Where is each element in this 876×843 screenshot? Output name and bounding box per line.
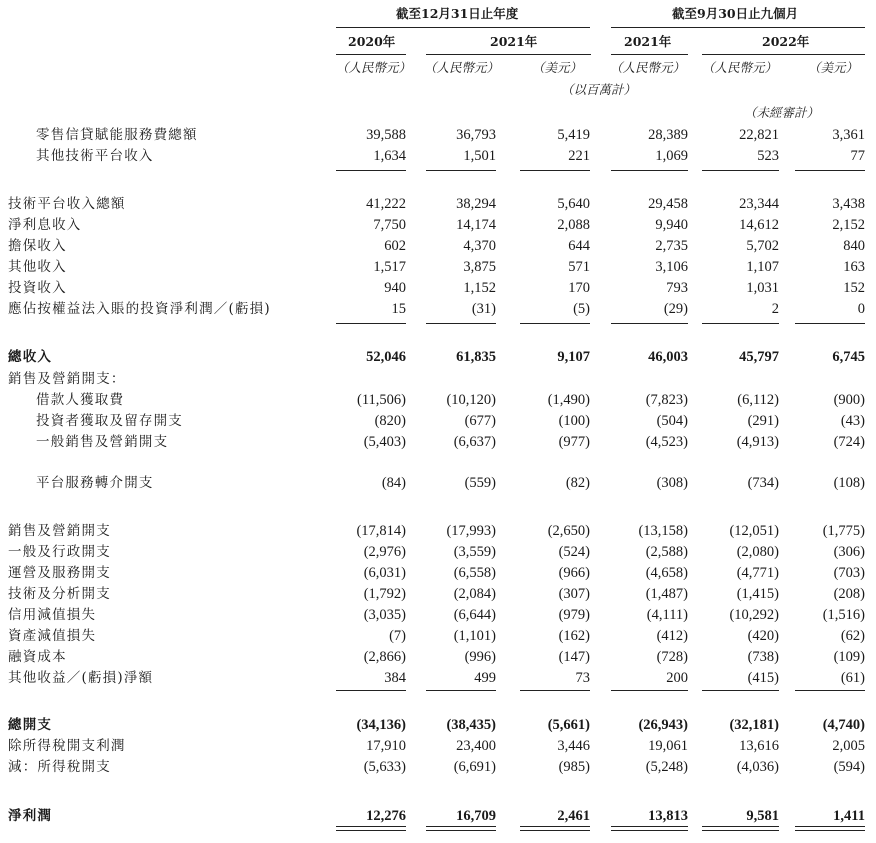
cell-value: (4,523) — [645, 434, 688, 450]
cell-value: (1,516) — [822, 607, 865, 623]
cell-value: (84) — [381, 475, 406, 491]
cell-value: (26,943) — [638, 717, 688, 733]
cell-value: 2 — [771, 301, 779, 317]
cell-value: (306) — [833, 544, 865, 560]
net-profit-double-rule — [426, 826, 496, 827]
group2-title: 截至9月30日止九個月 — [672, 6, 799, 21]
unit-header-1: （人民幣元） — [336, 60, 412, 75]
cell-value: 19,061 — [648, 738, 688, 754]
cell-value: (420) — [747, 628, 779, 644]
total-expense-rule — [426, 690, 496, 691]
cell-value: (34,136) — [356, 717, 406, 733]
cell-value: 2,088 — [557, 217, 590, 233]
cell-value: (7,823) — [645, 392, 688, 408]
cell-value: (162) — [558, 628, 590, 644]
cell-value: 73 — [575, 670, 590, 686]
cell-value: (985) — [558, 759, 590, 775]
cell-value: 23,344 — [739, 196, 779, 212]
cell-value: (504) — [656, 413, 688, 429]
net-profit-double-rule — [520, 826, 590, 827]
row-label: 總開支 — [8, 717, 53, 733]
net-profit-double-rule — [426, 830, 496, 831]
unit-header-2: （人民幣元） — [424, 60, 500, 75]
cell-value: 152 — [843, 280, 865, 296]
row-label: 其他技術平台收入 — [36, 148, 154, 164]
subtotal-rule — [702, 170, 779, 171]
cell-value: 523 — [757, 148, 779, 164]
cell-value: 4,370 — [463, 238, 496, 254]
cell-value: (82) — [565, 475, 590, 491]
cell-value: 39,588 — [366, 127, 406, 143]
cell-value: 29,458 — [648, 196, 688, 212]
total-revenue-rule — [795, 323, 865, 324]
total-expense-rule — [611, 690, 688, 691]
cell-value: 793 — [666, 280, 688, 296]
cell-value: (11,506) — [357, 392, 406, 408]
row-label: 融資成本 — [8, 649, 67, 665]
cell-value: (5,403) — [363, 434, 406, 450]
cell-value: 3,438 — [832, 196, 865, 212]
cell-value: (6,637) — [453, 434, 496, 450]
year-header-2021-annual: 2021年 — [490, 34, 538, 49]
cell-value: (977) — [558, 434, 590, 450]
cell-value: (307) — [558, 586, 590, 602]
total-expense-rule — [336, 690, 406, 691]
cell-value: (29) — [663, 301, 688, 317]
cell-value: (5,248) — [645, 759, 688, 775]
net-profit-double-rule — [336, 830, 406, 831]
cell-value: (1,775) — [822, 523, 865, 539]
cell-value: 5,640 — [557, 196, 590, 212]
cell-value: 14,174 — [456, 217, 496, 233]
row-label: 減：所得稅開支 — [8, 759, 111, 775]
cell-value: (5) — [573, 301, 590, 317]
cell-value: (2,080) — [736, 544, 779, 560]
row-label: 技術平台收入總額 — [8, 196, 126, 212]
row-label: 投資者獲取及留存開支 — [36, 413, 183, 429]
group1-rule — [336, 27, 590, 28]
total-revenue-rule — [520, 323, 590, 324]
cell-value: (4,036) — [736, 759, 779, 775]
row-label: 資產減值損失 — [8, 628, 97, 644]
row-label: 除所得稅開支利潤 — [8, 738, 126, 754]
year-rule-2020 — [336, 54, 406, 55]
cell-value: (2,588) — [645, 544, 688, 560]
cell-value: (100) — [558, 413, 590, 429]
cell-value: (31) — [471, 301, 496, 317]
cell-value: 1,517 — [373, 259, 406, 275]
year-rule-2021-annual — [426, 54, 591, 55]
unaudited-note: （未經審計） — [744, 105, 820, 120]
cell-value: (979) — [558, 607, 590, 623]
row-label: 擔保收入 — [8, 238, 67, 254]
subtotal-rule — [795, 170, 865, 171]
row-label: 借款人獲取費 — [36, 392, 125, 408]
cell-value: (147) — [558, 649, 590, 665]
cell-value: (32,181) — [729, 717, 779, 733]
cell-value: (415) — [747, 670, 779, 686]
cell-value: (4,658) — [645, 565, 688, 581]
cell-value: 840 — [843, 238, 865, 254]
net-profit-double-rule — [795, 826, 865, 827]
cell-value: (108) — [833, 475, 865, 491]
cell-value: 5,419 — [557, 127, 590, 143]
cell-value: (1,487) — [645, 586, 688, 602]
cell-value: 1,501 — [463, 148, 496, 164]
cell-value: 1,152 — [463, 280, 496, 296]
cell-value: (2,866) — [363, 649, 406, 665]
cell-value: 200 — [666, 670, 688, 686]
subtotal-rule — [426, 170, 496, 171]
cell-value: 46,003 — [648, 349, 688, 365]
net-profit-double-rule — [702, 830, 779, 831]
cell-value: 38,294 — [456, 196, 496, 212]
cell-value: (1,101) — [453, 628, 496, 644]
cell-value: 3,875 — [463, 259, 496, 275]
cell-value: 170 — [568, 280, 590, 296]
cell-value: 1,031 — [746, 280, 779, 296]
total-expense-rule — [795, 690, 865, 691]
cell-value: (4,913) — [736, 434, 779, 450]
cell-value: (412) — [656, 628, 688, 644]
cell-value: (62) — [840, 628, 865, 644]
cell-value: (2,650) — [547, 523, 590, 539]
net-profit-double-rule — [795, 830, 865, 831]
row-label: 淨利潤 — [8, 808, 53, 824]
year-header-2022: 2022年 — [762, 34, 810, 49]
cell-value: (38,435) — [446, 717, 496, 733]
row-label: 運營及服務開支 — [8, 565, 111, 581]
cell-value: 0 — [857, 301, 865, 317]
total-revenue-rule — [611, 323, 688, 324]
row-label: 其他收益／(虧損)淨額 — [8, 670, 154, 686]
cell-value: 2,735 — [655, 238, 688, 254]
cell-value: (677) — [464, 413, 496, 429]
cell-value: 45,797 — [739, 349, 779, 365]
cell-value: 16,709 — [456, 808, 496, 824]
row-label: 平台服務轉介開支 — [36, 475, 154, 491]
cell-value: (6,558) — [453, 565, 496, 581]
group2-rule — [611, 27, 865, 28]
cell-value: 1,069 — [655, 148, 688, 164]
row-label: 零售信貸賦能服務費總額 — [36, 127, 198, 143]
cell-value: (1,490) — [547, 392, 590, 408]
cell-value: 28,389 — [648, 127, 688, 143]
cell-value: (1,415) — [736, 586, 779, 602]
cell-value: 13,616 — [739, 738, 779, 754]
cell-value: 17,910 — [366, 738, 406, 754]
cell-value: (10,120) — [446, 392, 496, 408]
cell-value: 384 — [384, 670, 406, 686]
cell-value: 7,750 — [373, 217, 406, 233]
cell-value: (7) — [389, 628, 406, 644]
cell-value: (5,661) — [547, 717, 590, 733]
cell-value: 3,446 — [557, 738, 590, 754]
cell-value: (12,051) — [729, 523, 779, 539]
cell-value: (13,158) — [638, 523, 688, 539]
cell-value: (594) — [833, 759, 865, 775]
unit-header-3: （美元） — [532, 60, 583, 75]
cell-value: (900) — [833, 392, 865, 408]
subtotal-rule — [611, 170, 688, 171]
year-header-2020: 2020年 — [348, 34, 396, 49]
cell-value: (2,976) — [363, 544, 406, 560]
cell-value: 1,634 — [373, 148, 406, 164]
cell-value: 9,107 — [557, 349, 590, 365]
cell-value: (109) — [833, 649, 865, 665]
cell-value: (4,111) — [646, 607, 688, 623]
row-label: 淨利息收入 — [8, 217, 82, 233]
cell-value: 3,361 — [832, 127, 865, 143]
net-profit-double-rule — [336, 826, 406, 827]
cell-value: (738) — [747, 649, 779, 665]
subtotal-rule — [520, 170, 590, 171]
cell-value: 41,222 — [366, 196, 406, 212]
cell-value: (291) — [747, 413, 779, 429]
cell-value: 1,411 — [833, 808, 865, 824]
row-label: 信用減值損失 — [8, 607, 97, 623]
cell-value: (996) — [464, 649, 496, 665]
cell-value: 163 — [843, 259, 865, 275]
net-profit-double-rule — [611, 826, 688, 827]
total-expense-rule — [702, 690, 779, 691]
cell-value: 1,107 — [746, 259, 779, 275]
cell-value: 15 — [391, 301, 406, 317]
cell-value: (820) — [374, 413, 406, 429]
cell-value: (2,084) — [453, 586, 496, 602]
cell-value: (966) — [558, 565, 590, 581]
cell-value: 2,005 — [832, 738, 865, 754]
group1-title: 截至12月31日止年度 — [396, 6, 519, 21]
cell-value: 22,821 — [739, 127, 779, 143]
cell-value: (728) — [656, 649, 688, 665]
cell-value: (43) — [840, 413, 865, 429]
cell-value: 36,793 — [456, 127, 496, 143]
cell-value: 644 — [568, 238, 590, 254]
millions-note: （以百萬計） — [561, 82, 637, 97]
row-label: 一般銷售及營銷開支 — [36, 434, 169, 450]
cell-value: (3,559) — [453, 544, 496, 560]
cell-value: (17,993) — [446, 523, 496, 539]
total-revenue-rule — [426, 323, 496, 324]
cell-value: 221 — [568, 148, 590, 164]
cell-value: (4,771) — [736, 565, 779, 581]
cell-value: 9,940 — [655, 217, 688, 233]
row-label: 技術及分析開支 — [8, 586, 111, 602]
cell-value: 77 — [850, 148, 865, 164]
row-label: 一般及行政開支 — [8, 544, 111, 560]
cell-value: (1,792) — [363, 586, 406, 602]
cell-value: 3,106 — [655, 259, 688, 275]
cell-value: 52,046 — [366, 349, 406, 365]
cell-value: 940 — [384, 280, 406, 296]
cell-value: (3,035) — [363, 607, 406, 623]
row-label: 其他收入 — [8, 259, 67, 275]
cell-value: (61) — [840, 670, 865, 686]
unit-header-6: （美元） — [808, 60, 859, 75]
cell-value: 14,612 — [739, 217, 779, 233]
cell-value: (524) — [558, 544, 590, 560]
row-label: 銷售及營銷開支： — [8, 371, 126, 387]
cell-value: 2,461 — [557, 808, 590, 824]
cell-value: 61,835 — [456, 349, 496, 365]
cell-value: 13,813 — [648, 808, 688, 824]
cell-value: 5,702 — [746, 238, 779, 254]
row-label: 應佔按權益法入賬的投資淨利潤／(虧損) — [8, 301, 271, 317]
cell-value: 499 — [474, 670, 496, 686]
unit-header-5: （人民幣元） — [702, 60, 778, 75]
cell-value: (724) — [833, 434, 865, 450]
cell-value: (6,112) — [737, 392, 779, 408]
cell-value: (734) — [747, 475, 779, 491]
year-rule-2021-nine-months — [611, 54, 688, 55]
cell-value: (17,814) — [356, 523, 406, 539]
cell-value: (308) — [656, 475, 688, 491]
cell-value: 602 — [384, 238, 406, 254]
year-header-2021-nine-months: 2021年 — [624, 34, 672, 49]
subtotal-rule — [336, 170, 406, 171]
cell-value: 6,745 — [832, 349, 865, 365]
total-revenue-rule — [336, 323, 406, 324]
cell-value: 23,400 — [456, 738, 496, 754]
year-rule-2022 — [702, 54, 865, 55]
cell-value: 9,581 — [746, 808, 779, 824]
cell-value: 2,152 — [832, 217, 865, 233]
net-profit-double-rule — [702, 826, 779, 827]
total-expense-rule — [520, 690, 590, 691]
net-profit-double-rule — [611, 830, 688, 831]
row-label: 銷售及營銷開支 — [8, 523, 111, 539]
cell-value: (6,691) — [453, 759, 496, 775]
cell-value: (4,740) — [822, 717, 865, 733]
cell-value: (10,292) — [729, 607, 779, 623]
cell-value: 571 — [568, 259, 590, 275]
cell-value: (6,644) — [453, 607, 496, 623]
cell-value: (5,633) — [363, 759, 406, 775]
cell-value: (703) — [833, 565, 865, 581]
cell-value: 12,276 — [366, 808, 406, 824]
cell-value: (208) — [833, 586, 865, 602]
total-revenue-rule — [702, 323, 779, 324]
row-label: 總收入 — [8, 349, 53, 365]
cell-value: (6,031) — [363, 565, 406, 581]
cell-value: (559) — [464, 475, 496, 491]
unit-header-4: （人民幣元） — [610, 60, 686, 75]
net-profit-double-rule — [520, 830, 590, 831]
row-label: 投資收入 — [8, 280, 67, 296]
